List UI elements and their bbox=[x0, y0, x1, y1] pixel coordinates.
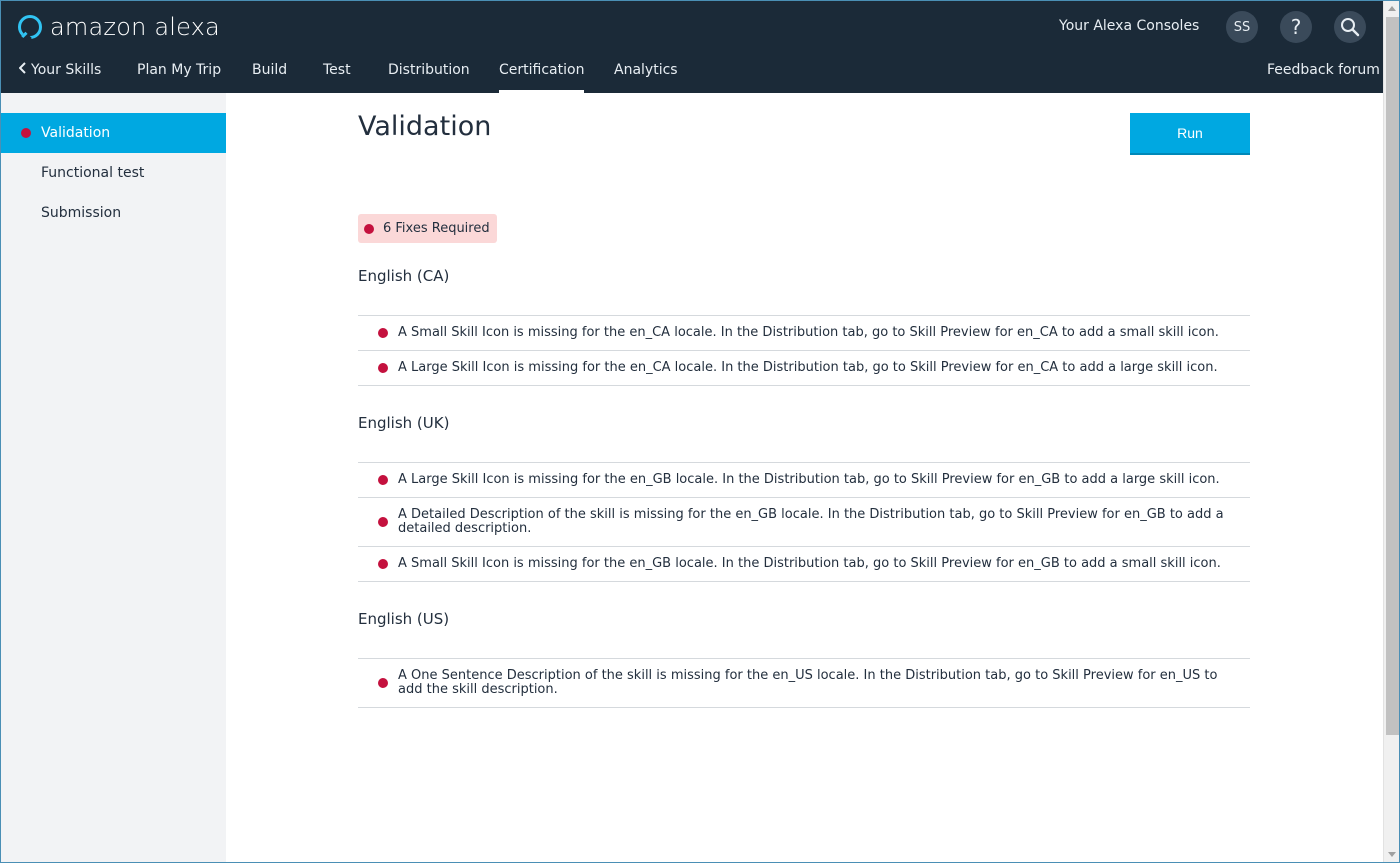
user-avatar[interactable]: SS bbox=[1226, 11, 1258, 43]
your-skills-label: Your Skills bbox=[31, 62, 102, 78]
error-dot-icon bbox=[378, 475, 388, 485]
nav-distribution[interactable]: Distribution bbox=[388, 62, 470, 78]
issue-text: A Small Skill Icon is missing for the en_GB locale. In the Distribution tab, go to Skill Preview for en_GB to add a small skill icon. bbox=[398, 556, 1221, 571]
scrollbar-thumb[interactable] bbox=[1386, 17, 1399, 735]
error-dot-icon bbox=[364, 224, 374, 234]
feedback-forum-link[interactable]: Feedback forum bbox=[1267, 62, 1380, 78]
logo-text: amazon alexa bbox=[50, 13, 220, 41]
error-dot-icon bbox=[378, 363, 388, 373]
issue-text: A Small Skill Icon is missing for the en_CA locale. In the Distribution tab, go to Skill Preview for en_CA to add a small skill icon. bbox=[398, 325, 1219, 340]
sidebar bbox=[0, 93, 226, 863]
sidebar-item-label: Functional test bbox=[41, 165, 145, 181]
sidebar-item-submission[interactable] bbox=[0, 193, 226, 233]
error-dot-icon bbox=[378, 559, 388, 569]
scroll-up-arrow-icon[interactable] bbox=[1388, 6, 1396, 11]
error-dot-icon bbox=[21, 128, 31, 138]
issue-row bbox=[358, 547, 1250, 582]
locale-heading-en-uk: English (UK) bbox=[358, 414, 450, 432]
locale-heading-en-us: English (US) bbox=[358, 610, 450, 628]
issue-text: A Large Skill Icon is missing for the en_GB locale. In the Distribution tab, go to Skill Preview for en_GB to add a large skill icon. bbox=[398, 472, 1220, 487]
error-dot-icon bbox=[378, 517, 388, 527]
nav-plan-my-trip[interactable]: Plan My Trip bbox=[137, 62, 222, 78]
run-button[interactable]: Run bbox=[1130, 113, 1250, 155]
magnifier-glyph bbox=[1340, 17, 1360, 37]
chevron-left-icon bbox=[19, 62, 27, 74]
nav-test[interactable]: Test bbox=[323, 62, 351, 78]
fixes-required-badge bbox=[358, 214, 497, 243]
sidebar-item-functional-test[interactable] bbox=[0, 153, 226, 193]
sidebar-item-label: Validation bbox=[41, 125, 111, 141]
amazon-alexa-logo[interactable] bbox=[18, 12, 220, 42]
error-dot-icon bbox=[378, 328, 388, 338]
alexa-ring-icon bbox=[18, 15, 42, 39]
nav-build[interactable]: Build bbox=[252, 62, 288, 78]
search-icon[interactable] bbox=[1334, 11, 1366, 43]
help-icon[interactable]: ? bbox=[1280, 11, 1312, 43]
vertical-scrollbar[interactable] bbox=[1383, 0, 1400, 863]
main-content bbox=[226, 93, 1383, 863]
nav-certification[interactable]: Certification bbox=[499, 62, 584, 93]
issue-row bbox=[358, 463, 1250, 498]
locale-heading-en-ca: English (CA) bbox=[358, 267, 450, 285]
badge-label: 6 Fixes Required bbox=[383, 221, 490, 236]
issue-row bbox=[358, 351, 1250, 386]
top-header bbox=[0, 0, 1383, 93]
your-skills-back-link[interactable] bbox=[19, 62, 101, 93]
sidebar-item-validation[interactable] bbox=[0, 113, 226, 153]
sidebar-item-label: Submission bbox=[41, 205, 122, 221]
your-alexa-consoles-link[interactable]: Your Alexa Consoles bbox=[1059, 18, 1200, 34]
error-dot-icon bbox=[378, 678, 388, 688]
issue-row bbox=[358, 659, 1250, 708]
issue-list-en-ca bbox=[358, 315, 1250, 386]
issue-row bbox=[358, 498, 1250, 547]
issue-text: A Large Skill Icon is missing for the en_CA locale. In the Distribution tab, go to Skill Preview for en_CA to add a large skill icon. bbox=[398, 360, 1218, 375]
issue-text: A One Sentence Description of the skill is missing for the en_US locale. In the Distribution tab, go to Skill Preview for en_US to add the skill description. bbox=[398, 668, 1218, 697]
scroll-down-arrow-icon[interactable] bbox=[1388, 852, 1396, 857]
issue-text: A Detailed Description of the skill is missing for the en_GB locale. In the Distribution tab, go to Skill Preview for en_GB to add a detailed description. bbox=[398, 507, 1224, 536]
issue-list-en-uk bbox=[358, 462, 1250, 582]
issue-row bbox=[358, 316, 1250, 351]
nav-analytics[interactable]: Analytics bbox=[614, 62, 678, 78]
top-nav bbox=[0, 52, 1383, 93]
page-title: Validation bbox=[358, 111, 492, 142]
issue-list-en-us bbox=[358, 658, 1250, 708]
